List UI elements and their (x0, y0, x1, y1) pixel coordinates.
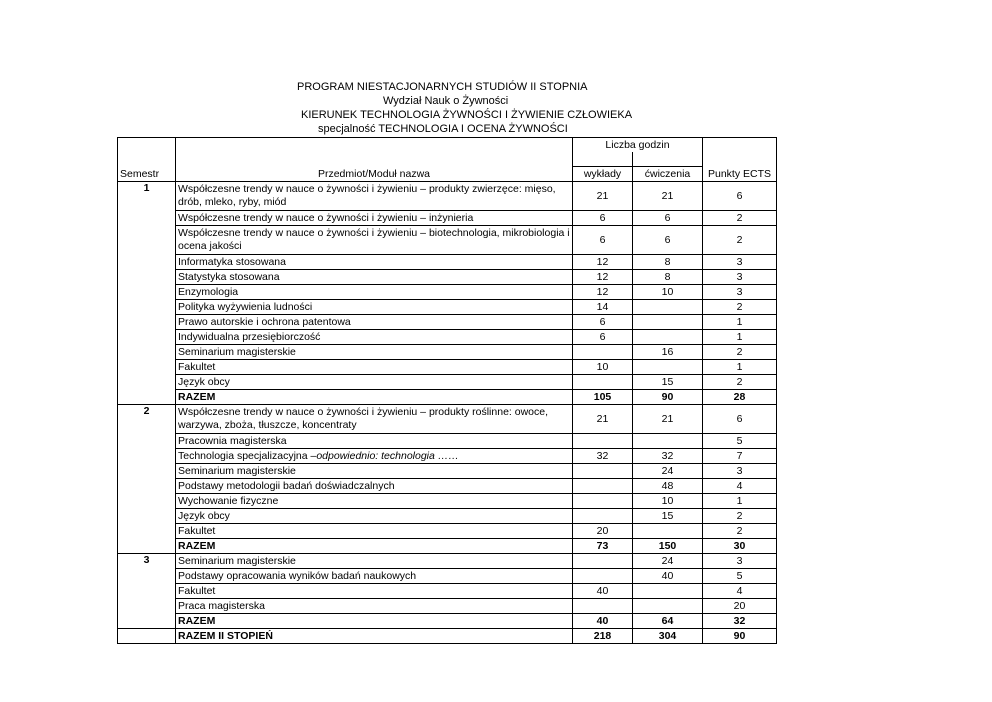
exercise-hours: 24 (633, 554, 703, 569)
subject-name: Współczesne trendy w nauce o żywności i żywieniu – produkty zwierzęce: mięso, drób, mleko, ryby, miód (176, 182, 573, 211)
table-row (118, 182, 777, 211)
curriculum-table (117, 137, 777, 644)
subject-name: Seminarium magisterskie (176, 554, 573, 569)
ects-points: 5 (703, 434, 777, 449)
exercise-hours: 16 (633, 345, 703, 360)
lectures-hours: 12 (573, 255, 633, 270)
subject-name: Fakultet (176, 524, 573, 539)
table-row (118, 449, 777, 464)
lectures-hours: 6 (573, 315, 633, 330)
total-exercises: 150 (633, 539, 703, 554)
ects-points: 2 (703, 226, 777, 255)
table-row (118, 285, 777, 300)
total-label: RAZEM (176, 539, 573, 554)
lectures-hours: 12 (573, 285, 633, 300)
exercise-hours: 32 (633, 449, 703, 464)
exercise-hours: 6 (633, 211, 703, 226)
table-row (118, 434, 777, 449)
total-ects: 30 (703, 539, 777, 554)
subject-name (176, 449, 573, 464)
exercise-hours: 10 (633, 494, 703, 509)
subject-column-header: Przedmiot/Moduł nazwa (176, 167, 573, 182)
table-row (118, 211, 777, 226)
ects-points: 1 (703, 315, 777, 330)
ects-points: 3 (703, 270, 777, 285)
semester-number: 1 (118, 182, 176, 405)
subject-name: Wychowanie fizyczne (176, 494, 573, 509)
table-row (118, 584, 777, 599)
ects-points: 5 (703, 569, 777, 584)
exercise-hours (633, 599, 703, 614)
exercise-hours: 48 (633, 479, 703, 494)
ects-points: 1 (703, 330, 777, 345)
grand-total-row (118, 629, 777, 644)
subject-name: Fakultet (176, 360, 573, 375)
table-row (118, 330, 777, 345)
total-label: RAZEM (176, 390, 573, 405)
semester-column-header: Semestr (118, 167, 176, 182)
grand-total-lectures: 218 (573, 629, 633, 644)
subject-name: Informatyka stosowana (176, 255, 573, 270)
lectures-hours (573, 479, 633, 494)
exercise-hours (633, 360, 703, 375)
ects-points: 4 (703, 584, 777, 599)
subject-name: Enzymologia (176, 285, 573, 300)
subject-name: Seminarium magisterskie (176, 345, 573, 360)
table-row (118, 524, 777, 539)
ects-points: 3 (703, 464, 777, 479)
lectures-hours (573, 494, 633, 509)
ects-points: 3 (703, 255, 777, 270)
subject-name: Statystyka stosowana (176, 270, 573, 285)
subject-name: Seminarium magisterskie (176, 464, 573, 479)
exercise-hours: 40 (633, 569, 703, 584)
exercise-hours: 24 (633, 464, 703, 479)
lectures-hours: 6 (573, 211, 633, 226)
exercise-hours: 21 (633, 182, 703, 211)
table-row (118, 569, 777, 584)
subject-name: Prawo autorskie i ochrona patentowa (176, 315, 573, 330)
table-row (118, 360, 777, 375)
table-row (118, 405, 777, 434)
lectures-hours: 40 (573, 584, 633, 599)
exercise-hours (633, 584, 703, 599)
table-row (118, 375, 777, 390)
subject-name: Współczesne trendy w nauce o żywności i żywieniu – inżynieria (176, 211, 573, 226)
subject-name: Współczesne trendy w nauce o żywności i żywieniu – biotechnologia, mikrobiologia i ocena jakości (176, 226, 573, 255)
lectures-hours: 6 (573, 330, 633, 345)
semester-total-row (118, 390, 777, 405)
subject-name-italic: odpowiednio: technologia …… (316, 450, 459, 462)
ects-points: 2 (703, 524, 777, 539)
lectures-hours: 12 (573, 270, 633, 285)
table-row (118, 509, 777, 524)
subject-name-text: Technologia specjalizacyjna – (178, 450, 317, 462)
ects-points: 6 (703, 182, 777, 211)
exercise-hours: 15 (633, 375, 703, 390)
ects-points: 20 (703, 599, 777, 614)
ects-points: 1 (703, 360, 777, 375)
ects-points: 7 (703, 449, 777, 464)
lectures-hours: 32 (573, 449, 633, 464)
lectures-hours (573, 569, 633, 584)
ects-points: 2 (703, 375, 777, 390)
header-semester-blank (118, 138, 176, 153)
lectures-hours: 6 (573, 226, 633, 255)
exercise-hours (633, 300, 703, 315)
total-exercises: 64 (633, 614, 703, 629)
lectures-hours (573, 464, 633, 479)
hours-group-header: Liczba godzin (573, 138, 703, 153)
exercise-hours: 8 (633, 255, 703, 270)
ects-points: 3 (703, 554, 777, 569)
program-title: PROGRAM NIESTACJONARNYCH STUDIÓW II STOPNIA (297, 81, 588, 93)
header-subject-blank (176, 138, 573, 153)
total-ects: 28 (703, 390, 777, 405)
exercise-hours: 21 (633, 405, 703, 434)
ects-points: 2 (703, 211, 777, 226)
lectures-hours (573, 434, 633, 449)
semester-number: 3 (118, 554, 176, 629)
ects-column-header: Punkty ECTS (703, 167, 777, 182)
exercise-hours (633, 434, 703, 449)
ects-points: 2 (703, 300, 777, 315)
subject-name: Fakultet (176, 584, 573, 599)
subject-name: Współczesne trendy w nauce o żywności i żywieniu – produkty roślinne: owoce, warzywa, zboża, tłuszcze, koncentraty (176, 405, 573, 434)
subject-name: Praca magisterska (176, 599, 573, 614)
subject-name: Pracownia magisterska (176, 434, 573, 449)
lectures-hours: 21 (573, 182, 633, 211)
semester-total-row (118, 614, 777, 629)
table-row (118, 315, 777, 330)
total-exercises: 90 (633, 390, 703, 405)
subject-name: Język obcy (176, 509, 573, 524)
grand-total-semester-blank (118, 629, 176, 644)
table-row (118, 464, 777, 479)
subject-name: Polityka wyżywienia ludności (176, 300, 573, 315)
exercise-hours (633, 330, 703, 345)
table-row (118, 479, 777, 494)
exercise-hours: 8 (633, 270, 703, 285)
total-lectures: 40 (573, 614, 633, 629)
exercise-hours: 15 (633, 509, 703, 524)
grand-total-exercises: 304 (633, 629, 703, 644)
table-row (118, 494, 777, 509)
ects-points: 1 (703, 494, 777, 509)
total-ects: 32 (703, 614, 777, 629)
total-lectures: 73 (573, 539, 633, 554)
table-row (118, 255, 777, 270)
subject-name: Język obcy (176, 375, 573, 390)
subject-name: Indywidualna przesiębiorczość (176, 330, 573, 345)
ects-points: 2 (703, 509, 777, 524)
semester-number: 2 (118, 405, 176, 554)
grand-total-ects: 90 (703, 629, 777, 644)
subject-name: Podstawy metodologii badań doświadczalnych (176, 479, 573, 494)
lectures-hours (573, 375, 633, 390)
exercise-hours (633, 524, 703, 539)
lectures-column-header: wykłady (573, 167, 633, 182)
lectures-hours: 20 (573, 524, 633, 539)
exercises-column-header: ćwiczenia (633, 167, 703, 182)
lectures-hours: 21 (573, 405, 633, 434)
field-of-study: KIERUNEK TECHNOLOGIA ŻYWNOŚCI I ŻYWIENIE CZŁOWIEKA (301, 109, 633, 121)
grand-total-label: RAZEM II STOPIEŃ (176, 629, 573, 644)
table-row (118, 300, 777, 315)
ects-points: 4 (703, 479, 777, 494)
total-label: RAZEM (176, 614, 573, 629)
table-row (118, 599, 777, 614)
subject-name: Podstawy opracowania wyników badań naukowych (176, 569, 573, 584)
total-lectures: 105 (573, 390, 633, 405)
ects-points: 3 (703, 285, 777, 300)
lectures-hours (573, 345, 633, 360)
faculty-name: Wydział Nauk o Żywności (383, 95, 509, 107)
specialization: specjalność TECHNOLOGIA I OCENA ŻYWNOŚCI (318, 123, 568, 135)
exercise-hours (633, 315, 703, 330)
table-row (118, 554, 777, 569)
exercise-hours: 6 (633, 226, 703, 255)
lectures-hours (573, 554, 633, 569)
exercise-hours: 10 (633, 285, 703, 300)
ects-points: 2 (703, 345, 777, 360)
table-row (118, 345, 777, 360)
lectures-hours (573, 509, 633, 524)
lectures-hours (573, 599, 633, 614)
header-ects-blank (703, 138, 777, 153)
table-row (118, 270, 777, 285)
table-row (118, 226, 777, 255)
lectures-hours: 10 (573, 360, 633, 375)
lectures-hours: 14 (573, 300, 633, 315)
semester-total-row (118, 539, 777, 554)
ects-points: 6 (703, 405, 777, 434)
